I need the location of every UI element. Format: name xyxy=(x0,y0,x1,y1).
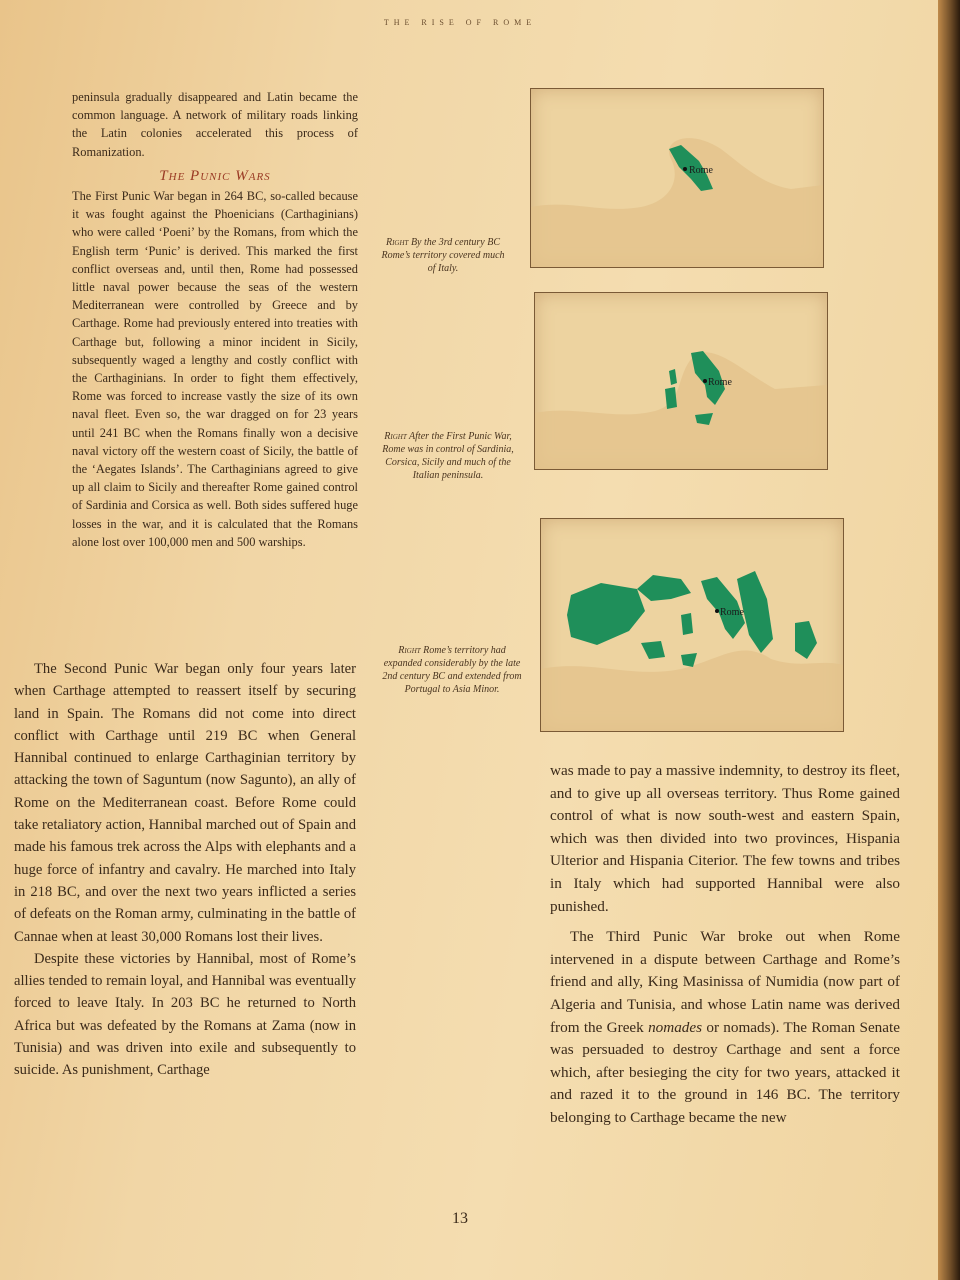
rome-label: Rome xyxy=(708,377,732,388)
third-punic-war-text-1: The Third Punic War broke out when Rome intervened in a dispute between Carthage and Rome’s friend and ally, King Masinissa of Numidia (now part of Algeria and Tunisia, and whose Latin name was derived from the Greek xyxy=(550,928,900,1036)
caption-text: After the First Punic War, Rome was in control of Sardinia, Corsica, Sicily and much of the Italian peninsula. xyxy=(382,431,514,481)
rome-marker xyxy=(703,379,707,383)
caption-map-first-punic-war xyxy=(382,430,514,482)
punic-wars-paragraph: The First Punic War began in 264 BC, so-called because it was fought against the Phoenicians (Carthaginians) who were called ‘Poeni’ by the Romans, from which the English term ‘Punic’ is derived. This marked the first conflict overseas and, until then, Rome had possessed little naval power because the seas of the western Mediterranean were controlled by Greece and by Carthage. Rome had previously entered into treaties with Carthage but, following a minor incident in Sicily, subsequently waged a lengthy and costly conflict with the Carthaginians. In order to fight them effectively, Rome was forced to increase vastly the size of its own naval fleet. Even so, the war dragged on for 23 years until 241 BC when the Romans finally won a decisive naval victory off the western coast of Sicily, the battle of the ‘Aegates Islands’. The Carthaginians agreed to give up all claim to Sicily and thereafter Rome gained control of Sardinia and Corsica as well. Both sides suffered huge losses in the war, and it is calculated that the Romans alone lost over 100,000 men and 500 warships. xyxy=(72,189,358,549)
caption-text: Rome’s territory had expanded considerably by the late 2nd century BC and extended from Portugal to Asia Minor. xyxy=(382,645,522,695)
right-column xyxy=(550,760,900,1130)
map-late-2nd-century-graphic xyxy=(541,519,843,731)
page-number: 13 xyxy=(452,1210,468,1227)
coastline-shape xyxy=(535,352,827,469)
sardinia-territory-shape xyxy=(681,613,693,635)
sardinia-territory-shape xyxy=(665,387,677,409)
caption-lead: Right xyxy=(384,431,407,442)
map-3rd-century xyxy=(530,88,824,268)
caption-text: By the 3rd century BC Rome’s territory covered much of Italy. xyxy=(381,237,505,274)
caption-lead: Right xyxy=(398,645,421,656)
indemnity-paragraph: was made to pay a massive indemnity, to destroy its fleet, and to give up all overseas territory. Thus Rome gained control of what is now south-west and eastern Spain, which was then divided into two provinces, Hispania Ulterior and Hispania Citerior. The few towns and tribes in Italy which had supported Hannibal were also punished. xyxy=(550,762,900,915)
rome-label: Rome xyxy=(689,165,713,176)
opening-paragraph: peninsula gradually disappeared and Latin became the common language. A network of military roads linking the Latin colonies accelerated this process of Romanization. xyxy=(72,90,358,159)
page-edge xyxy=(938,0,960,1280)
left-column-top xyxy=(72,88,358,551)
map-late-2nd-century xyxy=(540,518,844,732)
iberia-territory-shape xyxy=(567,583,645,645)
gaul-coast-territory-shape xyxy=(637,575,691,601)
rome-label: Rome xyxy=(720,607,744,618)
nomades-term: nomades xyxy=(648,1018,703,1036)
third-punic-war-text-2: or nomads). The Roman Senate was persuaded to destroy Carthage and sent a force which, after besieging the city for two years, attacked it and razed it to the ground in 146 BC. The territory belonging to Carthage became the new xyxy=(550,1018,900,1126)
left-column-bottom xyxy=(14,658,356,1082)
map-first-punic-war-graphic xyxy=(535,293,827,469)
section-heading: The Punic Wars xyxy=(159,167,271,184)
caption-map-3rd-century xyxy=(378,236,508,275)
sicily-territory-shape xyxy=(681,653,697,667)
corsica-territory-shape xyxy=(669,369,677,385)
north-africa-territory-shape xyxy=(641,641,665,659)
hannibal-paragraph: Despite these victories by Hannibal, most of Rome’s allies tended to remain loyal, and Hannibal was eventually forced to leave Italy. In 203 BC he returned to North Africa but was defeated by the Romans at Zama (now in Tunisia) and was driven into exile and subsequently to suicide. As punishment, Carthage xyxy=(14,950,356,1079)
caption-map-late-2nd-century xyxy=(378,644,526,696)
rome-marker xyxy=(715,609,719,613)
rome-marker xyxy=(683,167,687,171)
asia-minor-territory-shape xyxy=(795,621,817,659)
second-punic-war-paragraph: The Second Punic War began only four years later when Carthage attempted to reassert itself by securing land in Spain. The Romans did not come into direct conflict with Carthage until 219 BC when General Hannibal continued to enlarge Carthaginian territory by attacking the town of Saguntum (now Sagunto), an ally of Rome on the Mediterranean coast. Before Rome could take retaliatory action, Hannibal marched out of Spain and made his famous trek across the Alps with elephants and a huge force of infantry and cavalry. He marched into Italy in 218 BC, and over the next two years inflicted a series of defeats on the Roman army, culminating in the battle of Cannae when at least 30,000 Romans lost their lives. xyxy=(14,661,356,945)
map-first-punic-war xyxy=(534,292,828,470)
map-3rd-century-graphic xyxy=(531,89,823,267)
third-punic-war-paragraph xyxy=(550,926,900,1129)
running-head: THE RISE OF ROME xyxy=(383,18,537,27)
caption-lead: Right xyxy=(385,237,409,248)
